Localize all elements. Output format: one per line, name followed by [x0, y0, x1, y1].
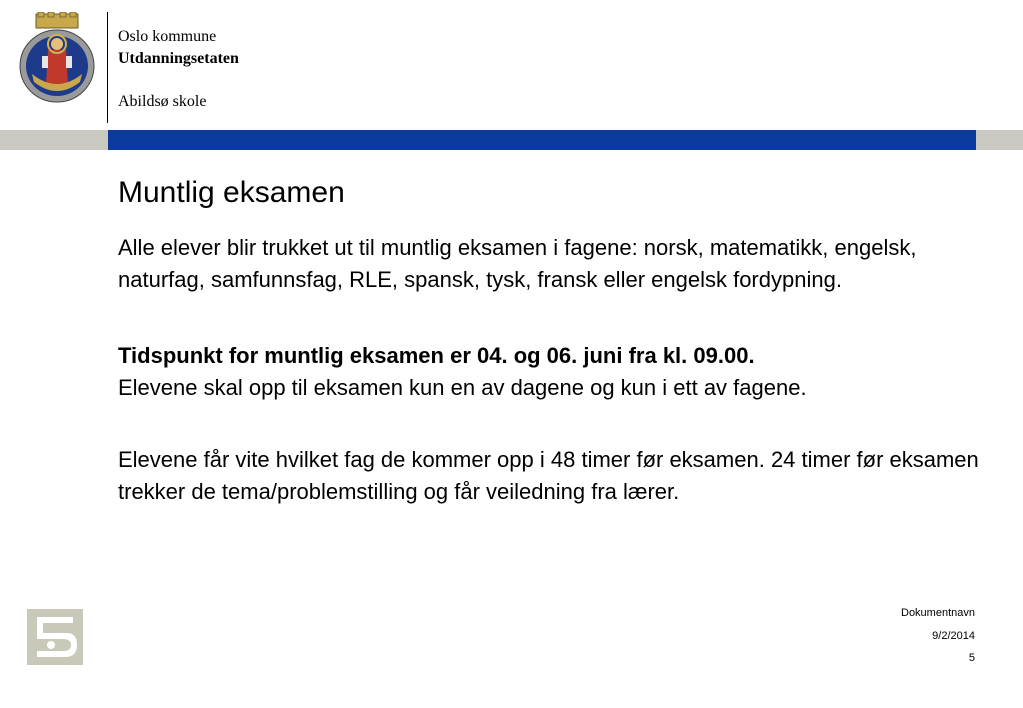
- header-band-blue: [108, 130, 976, 150]
- exam-time-details: Elevene skal opp til eksamen kun en av dagene og kun i ett av fagene.: [118, 375, 807, 400]
- school-name: Abildsø skole: [118, 93, 207, 110]
- slide-body: [118, 232, 988, 508]
- footer-page-number: 5: [968, 652, 975, 664]
- department-name: Utdanningsetaten: [118, 50, 239, 67]
- slide-title: Muntlig eksamen: [118, 176, 345, 209]
- paragraph-exam-time: [118, 340, 988, 404]
- footer-date: 9/2/2014: [932, 630, 975, 642]
- org-name: Oslo kommune: [118, 28, 217, 45]
- paragraph-students-selected: Alle elever blir trukket ut til muntlig eksamen i fagene: norsk, matematikk, engelsk, naturfag, samfunnsfag, RLE, spansk, tysk, fransk eller engelsk fordypning.: [118, 235, 917, 292]
- exam-time-highlight: Tidspunkt for muntlig eksamen er 04. og 06. juni fra kl. 09.00.: [118, 343, 755, 368]
- oslo-coat-of-arms-icon: [18, 12, 96, 104]
- footer-document-name: Dokumentnavn: [901, 607, 975, 619]
- paragraph-exam-preparation: Elevene får vite hvilket fag de kommer opp i 48 timer før eksamen. 24 timer før eksamen trekker de tema/problemstilling og får veiledning fra lærer.: [118, 447, 979, 504]
- header-divider: [107, 12, 108, 123]
- oslo-emblem-icon: [27, 609, 83, 665]
